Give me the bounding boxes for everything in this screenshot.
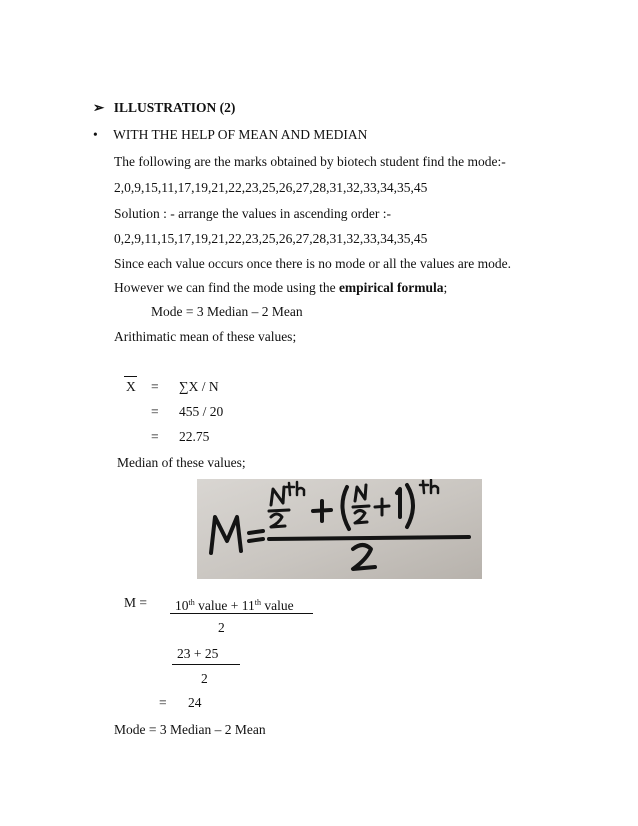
x-bar-overline — [124, 376, 137, 377]
median-formula-drawing — [197, 479, 482, 579]
mean-intro: Arithimatic mean of these values; — [114, 329, 297, 344]
bullet-item — [93, 126, 367, 144]
mean-eq-1: = — [151, 379, 159, 394]
empirical-post: ; — [443, 280, 448, 295]
arrow-bullet-icon: ➢ — [93, 100, 105, 115]
bullet-text: WITH THE HELP OF MEAN AND MEDIAN — [113, 127, 368, 142]
problem-statement: The following are the marks obtained by biotech student find the mode:- — [114, 154, 506, 169]
mean-rhs-3: 22.75 — [179, 429, 210, 444]
mode-formula: Mode = 3 Median – 2 Mean — [151, 304, 303, 319]
mean-eq-2: = — [151, 404, 159, 419]
bullet-dot-icon: • — [93, 127, 98, 142]
median-value1: value + 11 — [194, 598, 255, 613]
median-fraction-bar-1 — [170, 613, 313, 614]
median-numerator — [175, 594, 294, 615]
median-denominator-2: 2 — [201, 671, 208, 686]
solution-text: Solution : - arrange the values in ascending order :- — [114, 206, 392, 221]
median-fraction-bar-2 — [172, 664, 240, 665]
mean-eq-3: = — [151, 429, 159, 444]
mean-symbol: X — [126, 379, 136, 394]
median-result-eq: = — [159, 695, 167, 710]
median-formula-image — [197, 479, 482, 579]
median-numerator-2: 23 + 25 — [177, 646, 219, 661]
median-lhs: M = — [124, 595, 147, 610]
median-intro: Median of these values; — [117, 455, 246, 470]
raw-data: 2,0,9,15,11,17,19,21,22,23,25,26,27,28,31,32,33,34,35,45 — [114, 180, 428, 195]
empirical-formula-text — [114, 279, 447, 297]
no-mode-text: Since each value occurs once there is no mode or all the values are mode. — [114, 256, 511, 271]
median-n1: 10 — [175, 598, 189, 613]
mean-rhs-2: 455 / 20 — [179, 404, 224, 419]
heading-title: ILLUSTRATION (2) — [113, 100, 236, 115]
heading — [93, 99, 235, 117]
median-result: 24 — [188, 695, 202, 710]
empirical-pre: However we can find the mode using the — [114, 280, 339, 295]
empirical-bold: empirical formula — [338, 280, 444, 295]
median-denominator-1: 2 — [218, 620, 225, 635]
median-value2: value — [260, 598, 294, 613]
median-sup1: th — [188, 598, 195, 607]
mean-rhs-1: ∑X / N — [179, 379, 219, 394]
sorted-data: 0,2,9,11,15,17,19,21,22,23,25,26,27,28,31,32,33,34,35,45 — [114, 231, 428, 246]
median-sup2: th — [254, 598, 261, 607]
final-mode-formula: Mode = 3 Median – 2 Mean — [114, 722, 266, 737]
